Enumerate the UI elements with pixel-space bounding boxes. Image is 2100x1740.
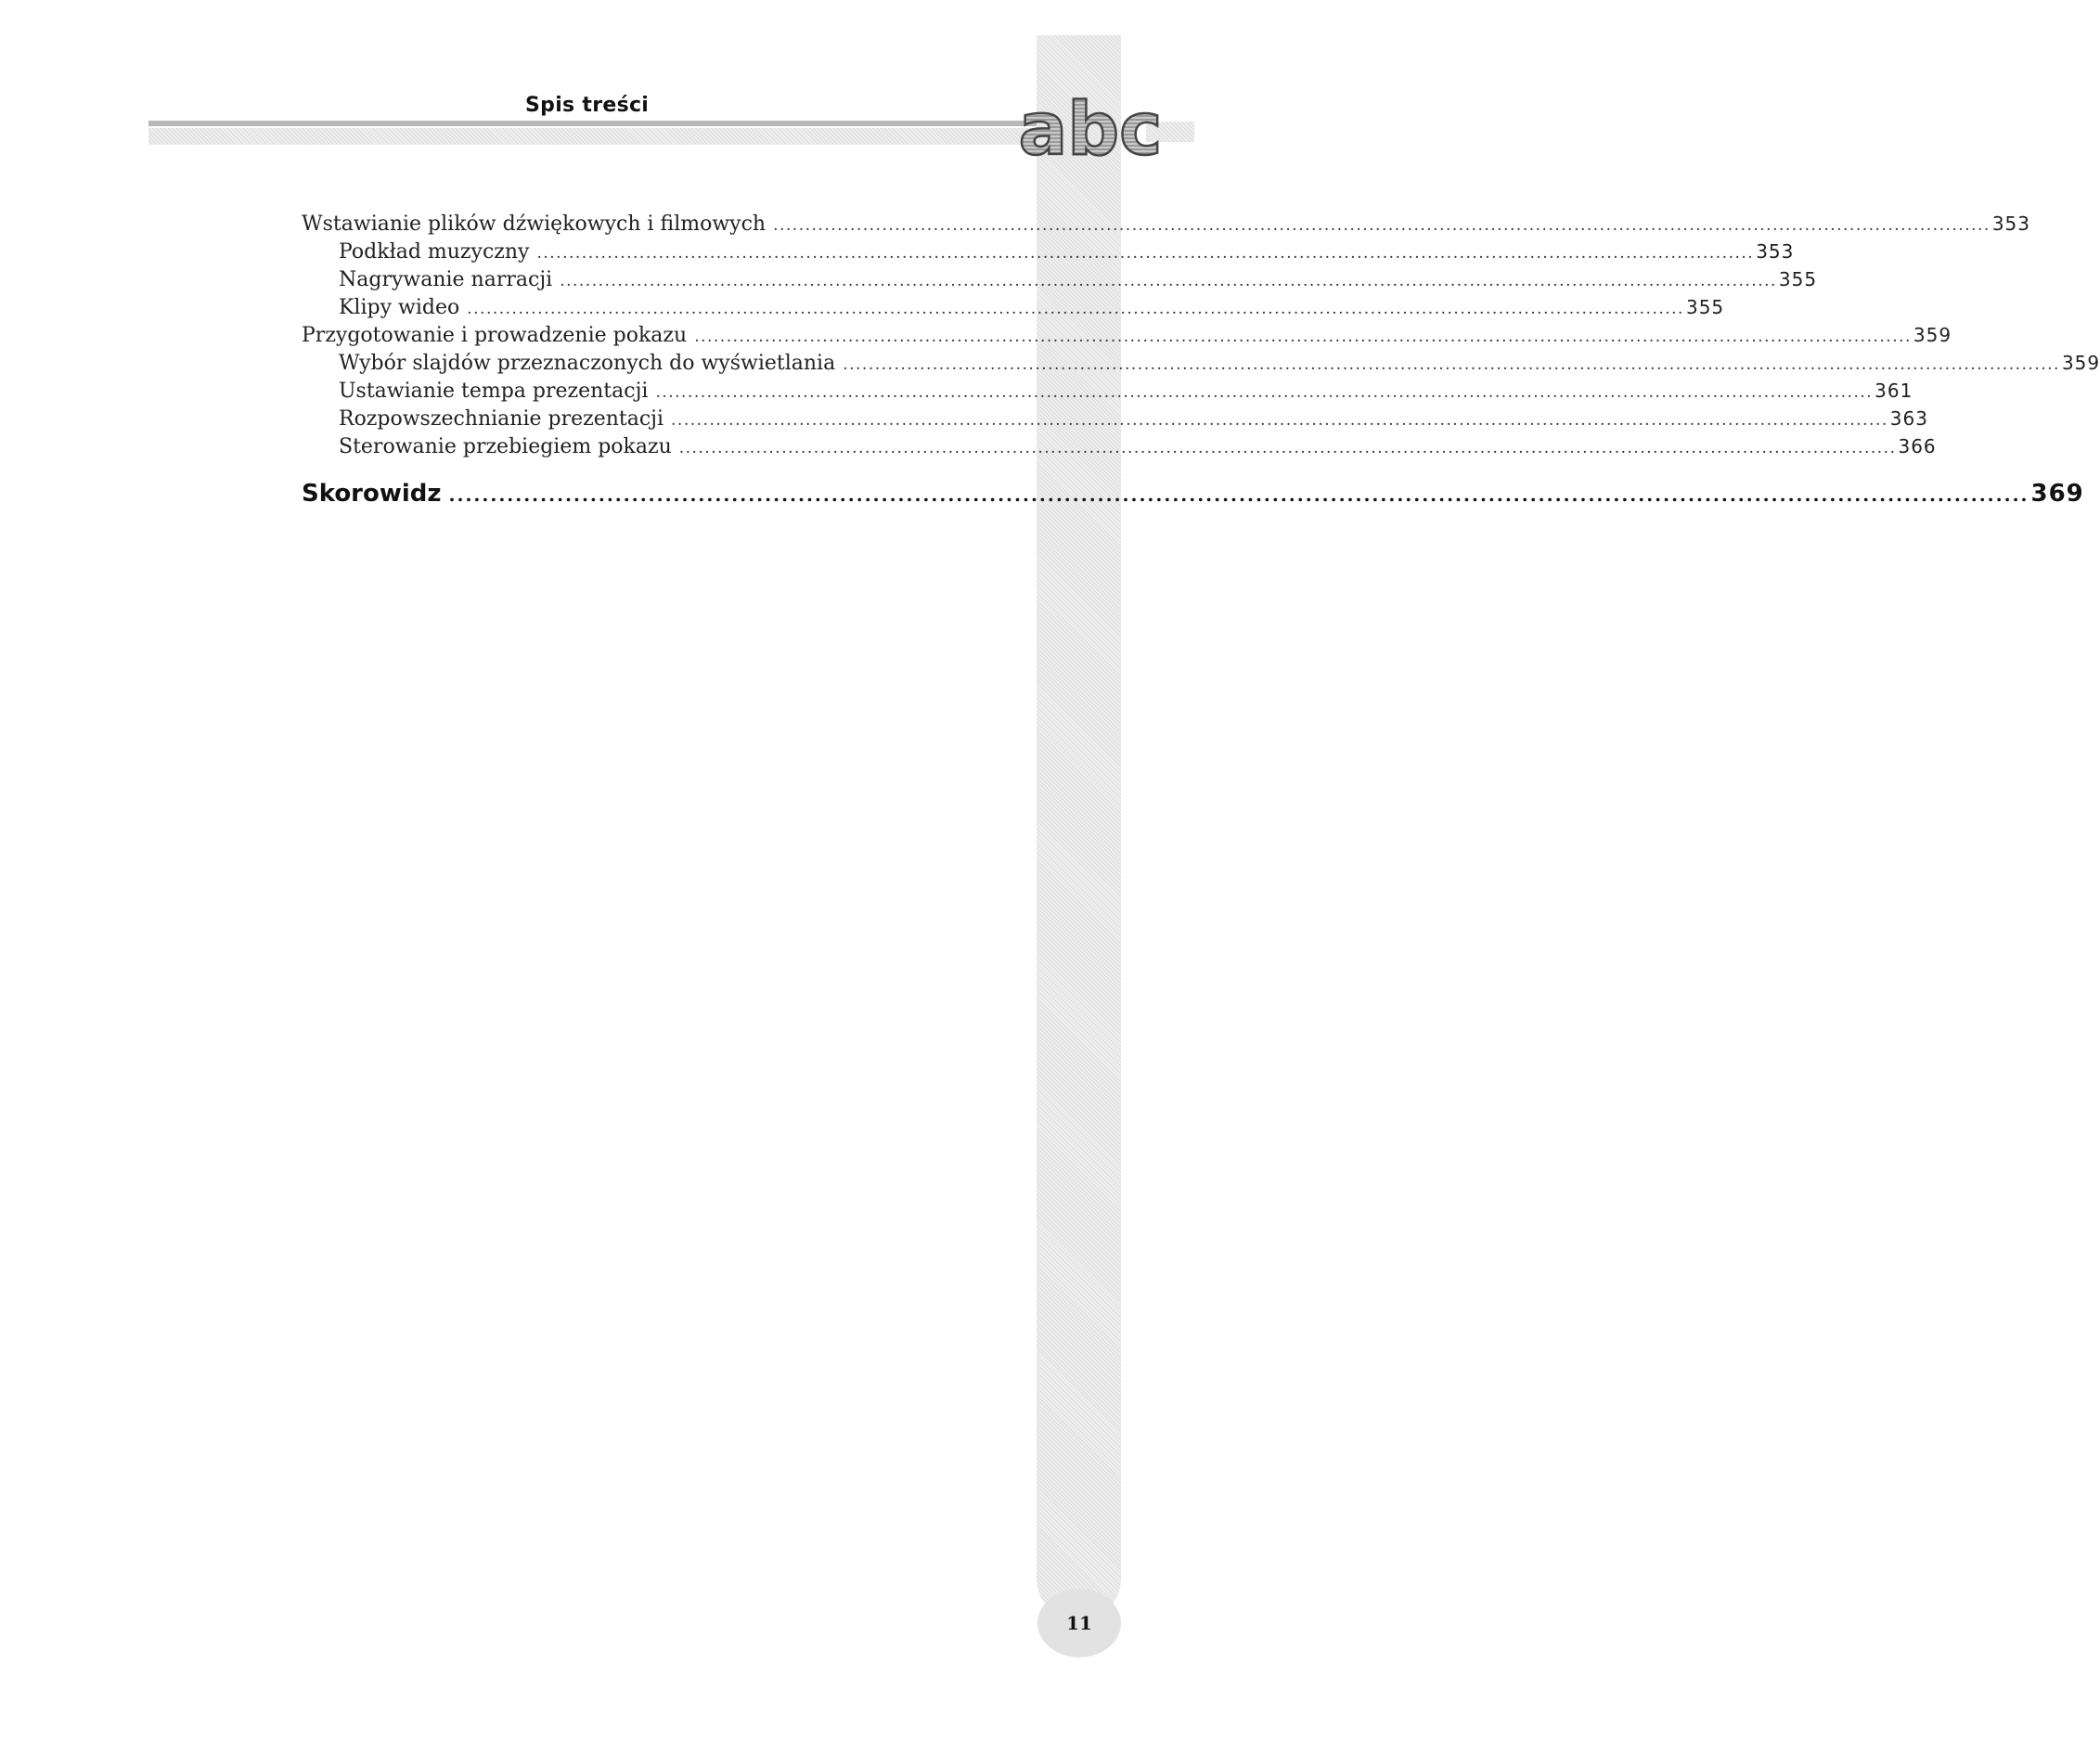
dot-leader <box>560 267 1777 295</box>
toc-entry-label: Wstawianie plików dźwiękowych i filmowych <box>302 213 767 236</box>
toc-entry-page-number: 353 <box>1756 240 1795 263</box>
logo-text: abc <box>1018 88 1163 172</box>
toc-entry-label: Rozpowszechnianie prezentacji <box>339 407 664 431</box>
toc-entry-label: Sterowanie przebiegiem pokazu <box>339 435 672 458</box>
toc-entry-label: Podkład muzyczny <box>339 240 530 264</box>
page-header-title: Spis treści <box>525 94 650 117</box>
toc-subsection-entry[interactable] <box>302 349 2100 377</box>
toc-subsection-entry[interactable] <box>302 405 1928 432</box>
header-hatched-band <box>148 128 1037 145</box>
toc-chapter-label: Skorowidz <box>302 480 442 508</box>
toc-entry-page-number: 359 <box>2061 352 2100 374</box>
toc-entry-page-number: 355 <box>1685 296 1725 318</box>
page-number: 11 <box>1066 1612 1092 1634</box>
dot-leader <box>467 295 1684 323</box>
toc-subsection-entry[interactable] <box>302 293 1725 321</box>
toc-entry-label: Przygotowanie i prowadzenie pokazu <box>302 324 688 347</box>
toc-entry-page-number: 363 <box>1889 407 1928 430</box>
header-rule <box>148 121 1037 126</box>
toc-entry-page-number: 361 <box>1875 380 1913 402</box>
toc-entry-page-number: 353 <box>1991 213 2031 235</box>
abc-series-logo <box>1018 82 1163 172</box>
toc-section-entry[interactable] <box>302 321 1952 349</box>
toc-entry-page-number: 366 <box>1898 435 1937 458</box>
toc-subsection-entry[interactable] <box>302 265 1818 293</box>
toc-entry-label: Nagrywanie narracji <box>339 268 553 291</box>
table-of-contents <box>302 210 2100 510</box>
dot-leader <box>449 478 2029 511</box>
dot-leader <box>843 351 2060 379</box>
toc-section-entry[interactable] <box>302 210 2031 238</box>
dot-leader <box>655 379 1873 406</box>
toc-entry-page-number: 359 <box>1913 324 1952 346</box>
page-number-badge <box>1037 1589 1121 1657</box>
toc-chapter-page-number: 369 <box>2030 480 2084 508</box>
toc-entry-label: Wybór slajdów przeznaczonych do wyświetlania <box>339 352 836 375</box>
dot-leader <box>536 239 1754 267</box>
toc-entry-label: Ustawianie tempa prezentacji <box>339 380 649 403</box>
toc-subsection-entry[interactable] <box>302 238 1795 265</box>
toc-entry-page-number: 355 <box>1778 268 1818 290</box>
dot-leader <box>679 434 1897 462</box>
toc-chapter-entry-skorowidz[interactable] <box>302 477 2084 510</box>
toc-subsection-entry[interactable] <box>302 377 1913 405</box>
toc-subsection-entry[interactable] <box>302 432 1937 460</box>
dot-leader <box>694 323 1912 351</box>
dot-leader <box>773 212 1990 239</box>
dot-leader <box>671 406 1888 434</box>
toc-entry-label: Klipy wideo <box>339 296 460 319</box>
